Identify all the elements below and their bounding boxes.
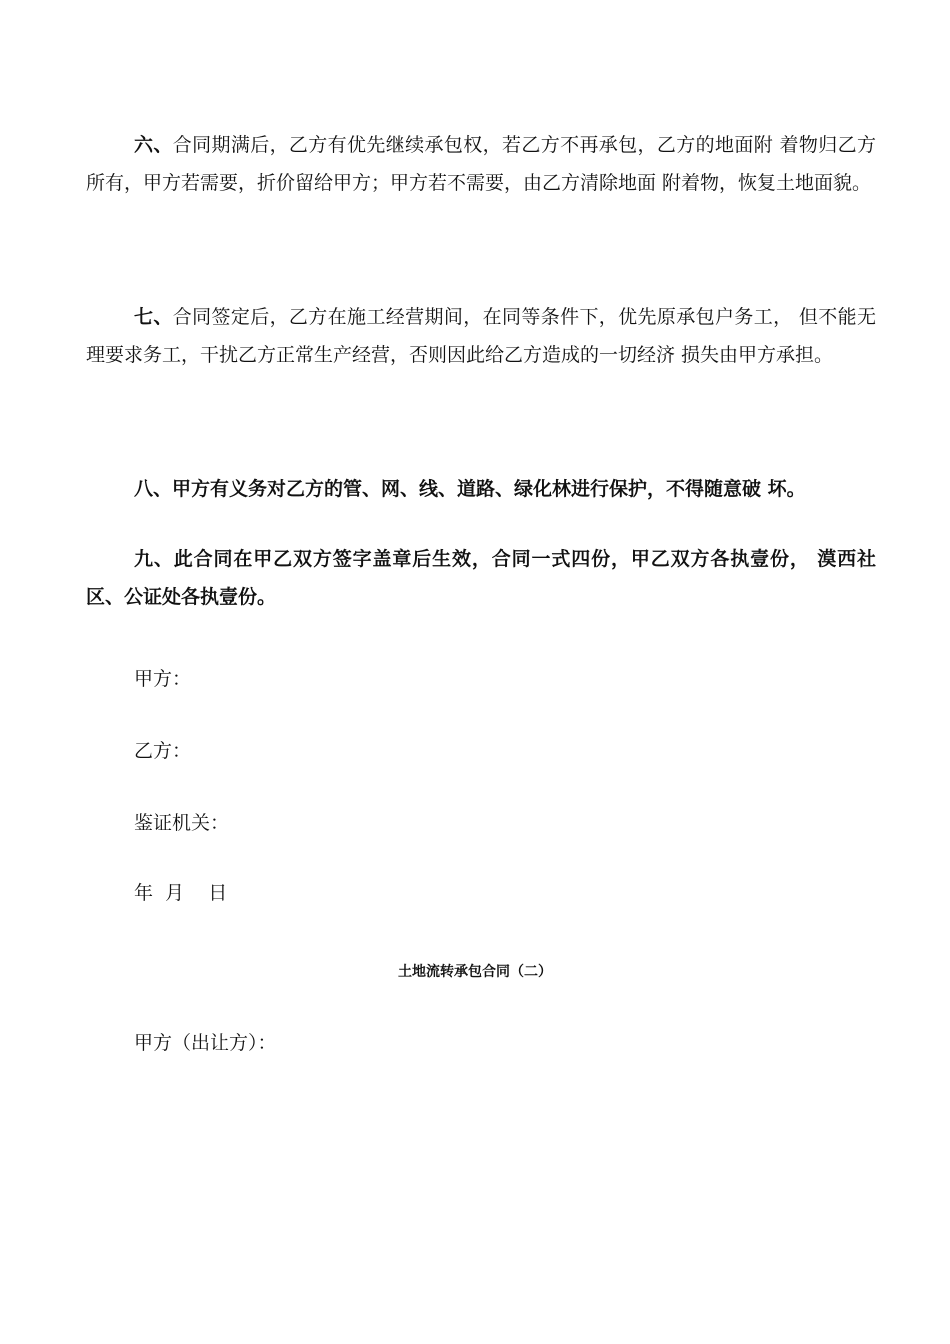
clause-9-text: 此合同在甲乙双方签字盖章后生效，合同一式四份，甲乙双方各执壹份， 漠西社区、公证处各执壹份。	[86, 548, 876, 608]
clause-7-text: 合同签定后，乙方在施工经营期间，在同等条件下，优先原承包户务工， 但不能无理要求务工，干扰乙方正常生产经营，否则因此给乙方造成的一切经济 损失由甲方承担。	[86, 306, 876, 366]
clause-9-number: 九、	[134, 548, 174, 570]
clause-9	[86, 540, 876, 616]
second-contract-title: 土地流转承包合同（二）	[398, 964, 552, 980]
clause-7	[86, 298, 876, 374]
authority-signature-label: 鉴证机关：	[134, 812, 230, 834]
clause-6	[86, 126, 876, 202]
clause-6-number: 六、	[134, 134, 173, 156]
party-b-signature-label: 乙方：	[134, 740, 192, 762]
party-a-signature-label: 甲方：	[134, 668, 192, 690]
second-contract-party-a-label: 甲方（出让方）：	[134, 1032, 277, 1054]
clause-6-text: 合同期满后，乙方有优先继续承包权，若乙方不再承包，乙方的地面附 着物归乙方所有，甲方若需要，折价留给甲方；甲方若不需要，由乙方清除地面 附着物，恢复土地面貌。	[86, 134, 876, 194]
clause-8	[86, 470, 876, 508]
clause-8-text: 甲方有义务对乙方的管、网、线、道路、绿化林进行保护，不得随意破 坏。	[172, 478, 806, 500]
clause-7-number: 七、	[134, 306, 173, 328]
date-line: 年 月 日	[134, 882, 228, 904]
clause-8-number: 八、	[134, 478, 173, 500]
